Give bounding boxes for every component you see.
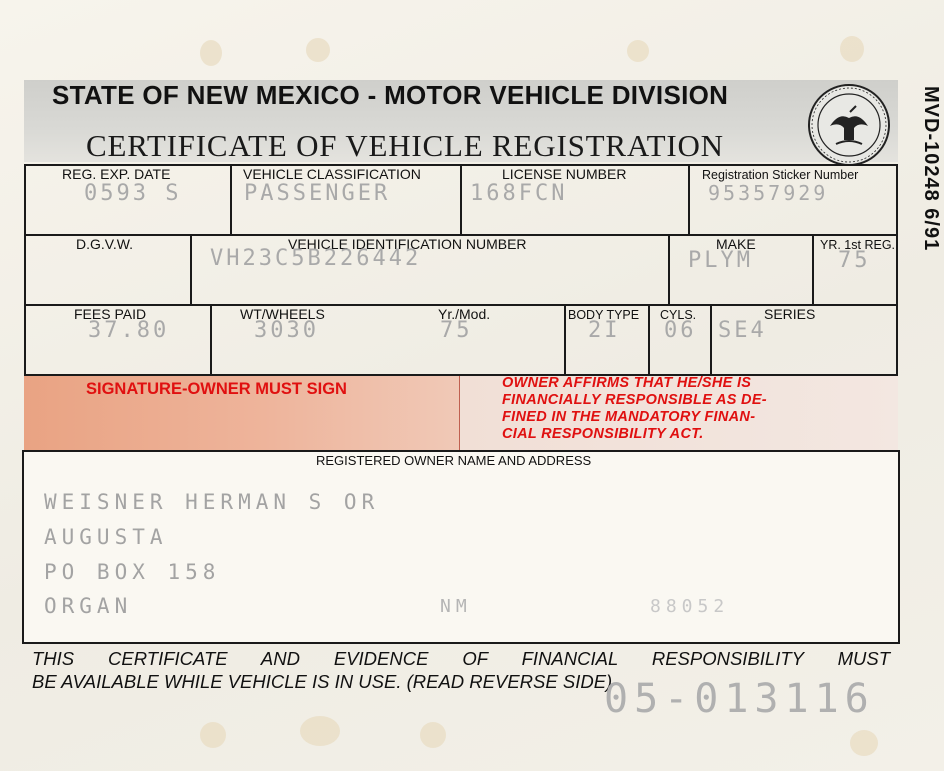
divider [710,304,712,376]
form-number: MVD-10248 6/91 [920,86,942,252]
divider [460,164,462,236]
affirmation-line: FINED IN THE MANDATORY FINAN- [502,409,756,425]
stain [306,38,330,62]
state-agency-title: STATE OF NEW MEXICO - MOTOR VEHICLE DIVISION [52,80,729,110]
serial-number: 05-013116 [604,676,875,722]
stain [850,730,878,756]
footer-notice-2: BE AVAILABLE WHILE VEHICLE IS IN USE. (READ REVERSE SIDE) [32,671,613,692]
body-type-label: BODY TYPE [568,308,640,322]
owner-name-line-2: AUGUSTA [44,525,168,549]
make-value: PLYM [688,248,753,273]
yr-mod-value: 75 [440,318,473,343]
dgvw-label: D.G.V.W. [76,236,134,252]
signature-label: SIGNATURE-OWNER MUST SIGN [86,380,347,398]
affirmation-line: OWNER AFFIRMS THAT HE/SHE IS [502,375,752,391]
reg-exp-date-value: 0593 S [84,181,182,206]
cyls-value: 06 [664,318,697,343]
vin-label: VEHICLE IDENTIFICATION NUMBER [288,236,527,252]
license-number-value: 168FCN [470,181,568,206]
owner-section-label: REGISTERED OWNER NAME AND ADDRESS [316,453,592,468]
divider [648,304,650,376]
reg-exp-date-label: REG. EXP. DATE [62,166,171,182]
vehicle-class-value: PASSENGER [244,181,391,206]
make-label: MAKE [716,236,756,252]
fees-paid-label: FEES PAID [74,306,147,322]
divider [230,164,232,236]
owner-name-line: WEISNER HERMAN S OR [44,490,380,514]
affirmation-line: CIAL RESPONSIBILITY ACT. [502,426,704,442]
license-number-label: LICENSE NUMBER [502,166,627,182]
series-value: SE4 [718,318,767,343]
divider [564,304,566,376]
divider [668,234,670,306]
divider [688,164,690,236]
stain [840,36,864,62]
stain [200,722,226,748]
footer-notice: THIS CERTIFICATE AND EVIDENCE OF FINANCIAL RESPONSIBILITY MUST [32,648,890,669]
stain [627,40,649,62]
owner-address-line: PO BOX 158 [44,560,221,584]
sticker-number-value: 95357929 [708,181,829,205]
owner-state: NM [440,596,472,617]
state-seal-icon [806,82,892,168]
divider [210,304,212,376]
cyls-label: CYLS. [660,308,697,322]
divider [812,234,814,306]
yr-first-reg-label: YR. 1st REG. [820,238,896,252]
fees-paid-value: 37.80 [88,318,170,343]
vin-value: VH23C5B226442 [210,246,422,271]
yr-first-reg-value: 75 [838,248,871,273]
stain [420,722,446,748]
series-label: SERIES [764,306,816,322]
sticker-number-label: Registration Sticker Number [702,168,859,182]
financial-affirmation [502,375,832,443]
stain [300,716,340,746]
wt-wheels-value: 3030 [254,318,319,343]
certificate-title: CERTIFICATE OF VEHICLE REGISTRATION [86,128,724,163]
stain [200,40,222,66]
wt-wheels-label: WT/WHEELS [240,306,325,322]
owner-city: ORGAN [44,594,133,618]
body-type-value: 2I [588,318,621,343]
vehicle-class-label: VEHICLE CLASSIFICATION [243,166,421,182]
divider [190,234,192,306]
affirmation-line: FINANCIALLY RESPONSIBLE AS DE- [502,392,767,408]
yr-mod-label: Yr./Mod. [438,306,491,322]
divider [459,376,460,450]
owner-zip: 88052 [650,596,730,617]
